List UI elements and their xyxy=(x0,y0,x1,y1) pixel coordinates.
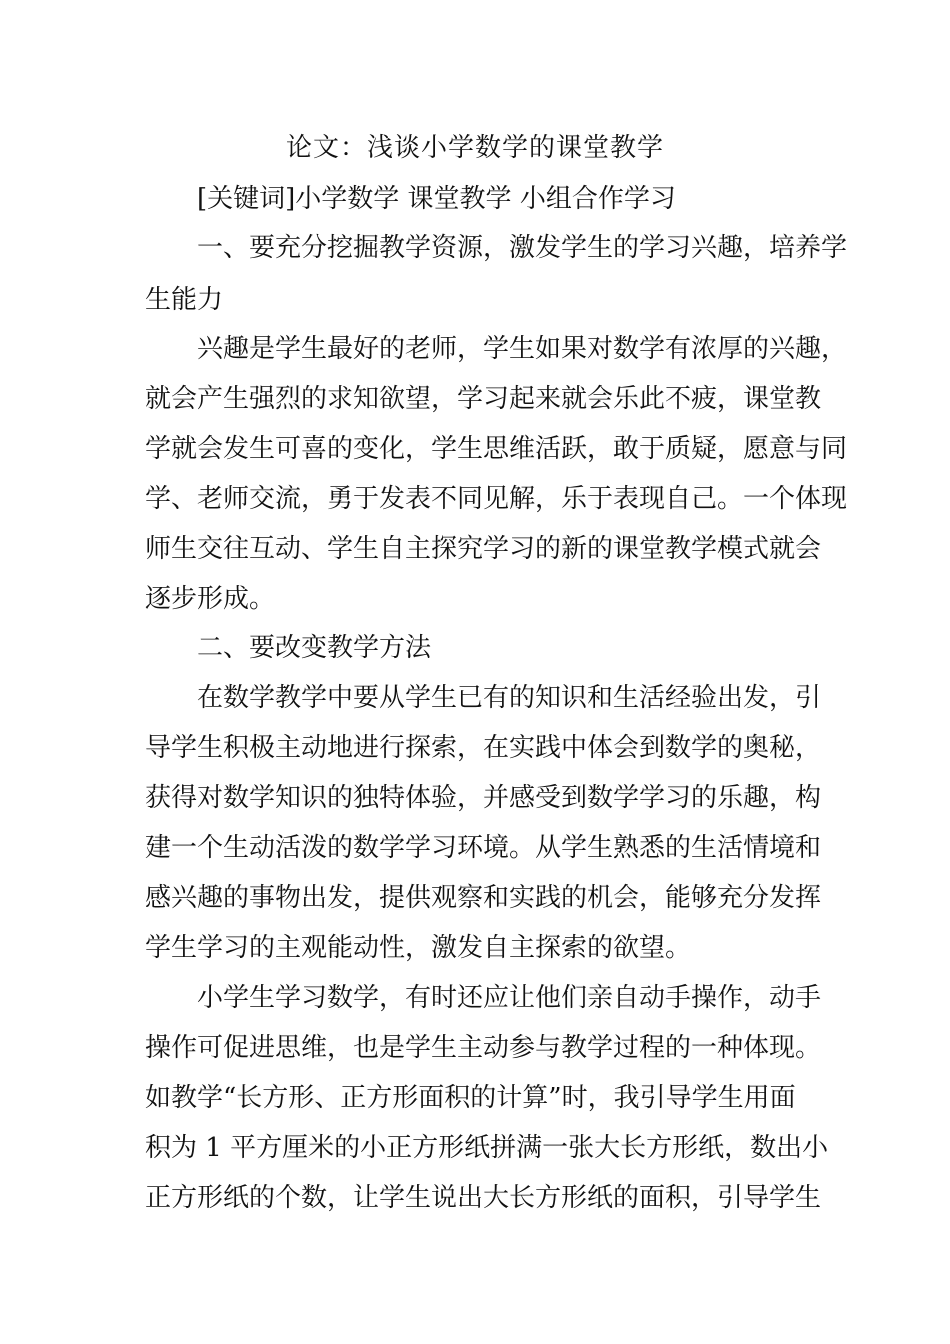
section-heading-1-cont: 生能力 xyxy=(145,285,224,315)
paragraph-line: 师生交往互动、学生自主探究学习的新的课堂教学模式就会 xyxy=(145,534,822,564)
paragraph-line: 学、老师交流，勇于发表不同见解，乐于表现自己。一个体现 xyxy=(145,484,848,514)
paragraph-line: 正方形纸的个数，让学生说出大长方形纸的面积，引导学生 xyxy=(145,1183,822,1213)
paragraph-line: 获得对数学知识的独特体验，并感受到数学学习的乐趣，构 xyxy=(145,783,822,813)
paragraph-line: 学生学习的主观能动性，激发自主探索的欲望。 xyxy=(145,933,692,963)
paragraph-line: 感兴趣的事物出发，提供观察和实践的机会，能够充分发挥 xyxy=(145,883,822,913)
paragraph-line: 建一个生动活泼的数学学习环境。从学生熟悉的生活情境和 xyxy=(145,833,822,863)
paragraph-line: 导学生积极主动地进行探索，在实践中体会到数学的奥秘， xyxy=(145,733,822,763)
section-heading-2: 二、要改变教学方法 xyxy=(197,633,432,663)
paragraph-line: 在数学教学中要从学生已有的知识和生活经验出发，引 xyxy=(197,683,822,713)
section-heading-1: 一、要充分挖掘教学资源，激发学生的学习兴趣，培养学 xyxy=(197,233,848,263)
paragraph-line: 操作可促进思维，也是学生主动参与教学过程的一种体现。 xyxy=(145,1033,822,1063)
paragraph-line: 小学生学习数学，有时还应让他们亲自动手操作，动手 xyxy=(197,983,822,1013)
paragraph-line: 兴趣是学生最好的老师，学生如果对数学有浓厚的兴趣， xyxy=(197,334,848,364)
paragraph-line: 积为 1 平方厘米的小正方形纸拼满一张大长方形纸，数出小 xyxy=(145,1133,829,1163)
paragraph-line: 学就会发生可喜的变化，学生思维活跃，敢于质疑，愿意与同 xyxy=(145,434,848,464)
keywords-line: [关键词]小学数学 课堂教学 小组合作学习 xyxy=(197,184,676,214)
paragraph-line: 就会产生强烈的求知欲望，学习起来就会乐此不疲，课堂教 xyxy=(145,384,822,414)
paragraph-line: 逐步形成。 xyxy=(145,584,276,614)
document-title: 论文：浅谈小学数学的课堂教学 xyxy=(285,133,664,163)
paragraph-line: 如教学“长方形、正方形面积的计算”时，我引导学生用面 xyxy=(145,1083,796,1113)
